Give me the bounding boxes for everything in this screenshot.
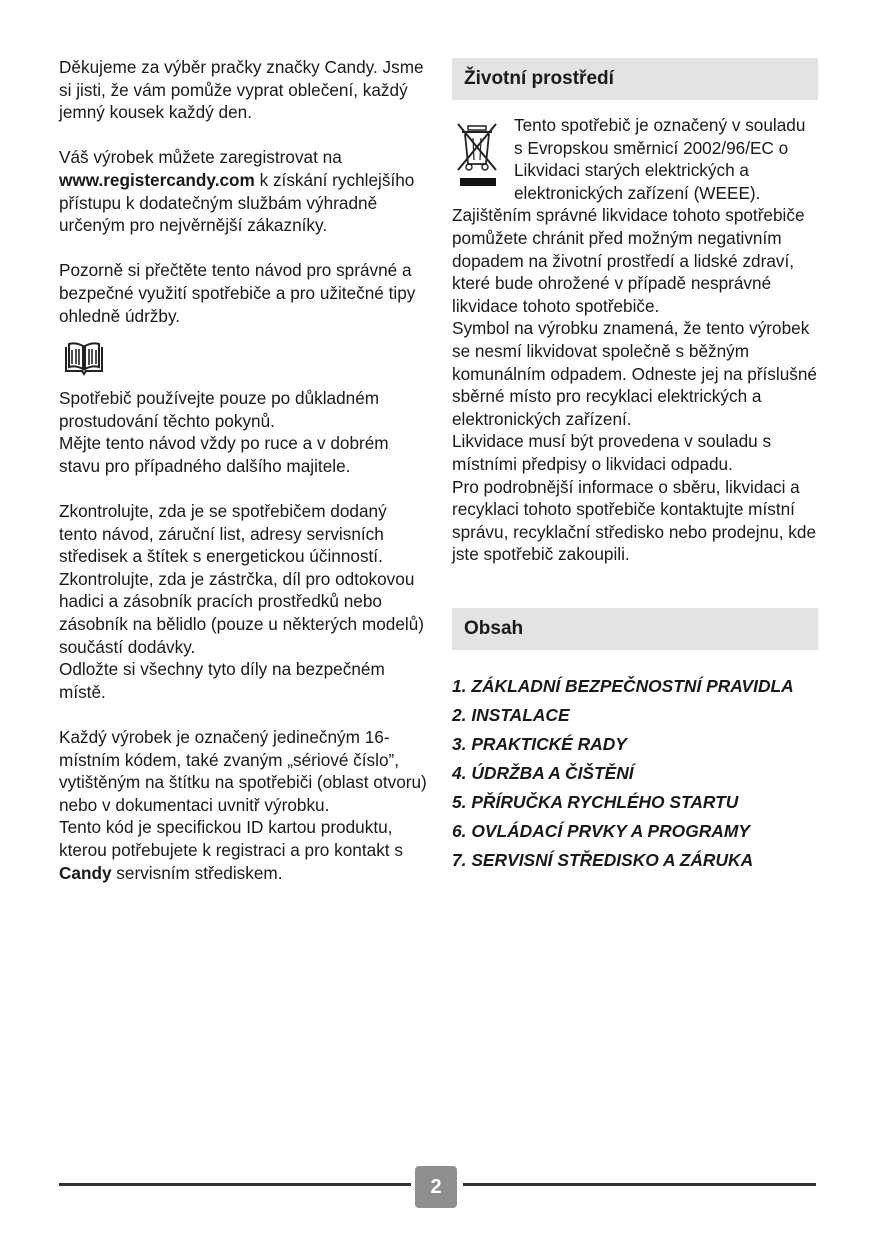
environment-paragraph-2: Zajištěním správné likvidace tohoto spotřebiče pomůžete chránit před možným negativním dopadem na životní prostředí a lidské zdraví, které bude ohrožené v případě nesprávné likvidace tohoto spotřebiče. — [452, 205, 805, 316]
read-manual-paragraph: Pozorně si přečtěte tento návod pro správné a bezpečné využití spotřebiče a pro užitečné tipy ohledně údržby. — [59, 260, 416, 326]
register-text: Váš výrobek můžete zaregistrovat na — [59, 147, 342, 168]
toc-item[interactable]: 5. PŘÍRUČKA RYCHLÉHO STARTU — [452, 791, 739, 812]
register-text-after: k získání rychlejšího přístupu k dodatečným službám výhradně určeným pro nejvěrnější zákazníky. — [59, 169, 415, 236]
usage-paragraph-2: Mějte tento návod vždy po ruce a v dobrém stavu pro případného dalšího majitele. — [59, 433, 389, 476]
toc-item[interactable]: 4. ÚDRŽBA A ČIŠTĚNÍ — [452, 762, 634, 783]
toc-item[interactable]: 3. PRAKTICKÉ RADY — [452, 733, 627, 754]
toc-item[interactable]: 1. ZÁKLADNÍ BEZPEČNOSTNÍ PRAVIDLA — [452, 675, 794, 696]
register-paragraph — [59, 146, 429, 236]
environment-paragraph-5: Pro podrobnější informace o sběru, likvidaci a recyklaci tohoto spotřebiče kontaktujte místní správu, recyklační středisko nebo prodejnu, kde jste spotřebič zakoupili. — [452, 476, 817, 565]
weee-crossed-bin-icon — [454, 120, 502, 188]
toc-item[interactable]: 7. SERVISNÍ STŘEDISKO A ZÁRUKA — [452, 849, 754, 870]
intro-paragraph: Děkujeme za výběr pračky značky Candy. Jsme si jisti, že vám pomůže vyprat oblečení, každý jemný kousek každý den. — [59, 57, 424, 123]
environment-paragraph-1: Tento spotřebič je označený v souladu s Evropskou směrnicí 2002/96/EC o Likvidaci starých elektrických a elektronických zařízení (WEEE). — [514, 115, 806, 203]
id-card-paragraph — [59, 816, 429, 884]
toc-item[interactable]: 6. OVLÁDACÍ PRVKY A PROGRAMY — [452, 820, 750, 841]
register-link[interactable]: www.registercandy.com — [59, 169, 255, 190]
right-column — [452, 58, 818, 875]
brand-name: Candy — [59, 862, 112, 883]
environment-paragraph-3: Symbol na výrobku znamená, že tento výrobek se nesmí likvidovat společně s běžným komunálním odpadem. Odneste jej na příslušné sběrné místo pro recyklaci elektrických a elektronických zařízení. — [452, 318, 817, 429]
check-paragraph-1: Zkontrolujte, zda je se spotřebičem dodaný tento návod, záruční list, adresy servisních středisek a štítek s energetickou účinností. — [59, 501, 387, 567]
id-card-text: Tento kód je specifickou ID kartou produktu, kterou potřebujete k registraci a pro kontakt s — [59, 817, 403, 860]
page-number: 2 — [415, 1166, 457, 1208]
check-paragraph-3: Odložte si všechny tyto díly na bezpečném místě. — [59, 659, 385, 702]
usage-paragraph-1: Spotřebič používejte pouze po důkladném prostudování těchto pokynů. — [59, 388, 380, 431]
id-card-text-after: servisním střediskem. — [111, 862, 283, 883]
footer-divider-right — [463, 1183, 816, 1186]
contents-header: Obsah — [452, 608, 818, 650]
toc-item[interactable]: 2. INSTALACE — [452, 704, 570, 725]
environment-paragraph-4: Likvidace musí být provedena v souladu s místními předpisy o likvidaci odpadu. — [452, 431, 772, 474]
left-column — [59, 56, 429, 884]
table-of-contents — [452, 672, 818, 875]
environment-header: Životní prostředí — [452, 58, 818, 100]
serial-paragraph: Každý výrobek je označený jedinečným 16-místním kódem, také zvaným „sériové číslo”, vytištěným na štítku na spotřebiči (oblast otvoru) nebo v dokumentaci uvnitř výrobku. — [59, 727, 427, 815]
check-paragraph-2: Zkontrolujte, zda je zástrčka, díl pro odtokovou hadici a zásobník pracích prostředků nebo zásobník na bělidlo (pouze u některých modelů) součástí dodávky. — [59, 568, 424, 657]
footer-divider-left — [59, 1183, 411, 1186]
environment-section — [452, 114, 818, 566]
book-icon — [63, 341, 105, 377]
